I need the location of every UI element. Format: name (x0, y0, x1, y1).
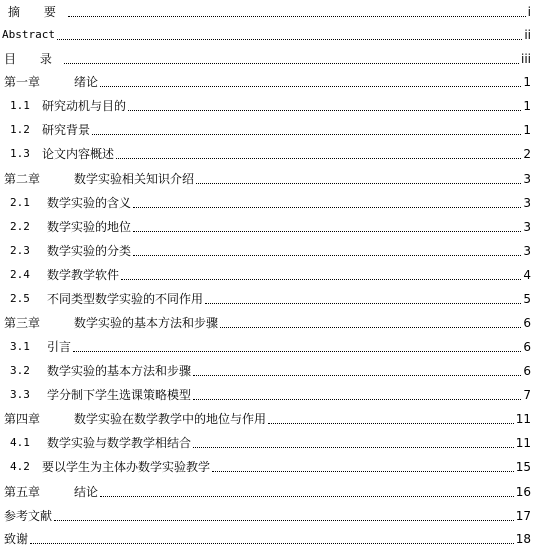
toc-section-1-3[interactable] (0, 146, 540, 162)
dot-leader (54, 520, 514, 521)
dot-leader (193, 447, 514, 448)
toc-page-number: 16 (515, 485, 531, 499)
toc-entry-title: 研究动机与目的 (42, 99, 127, 113)
dot-leader (193, 399, 521, 400)
toc-page-number: iii (520, 52, 531, 66)
toc-entry-abstract-en[interactable] (0, 27, 540, 43)
dot-leader (220, 327, 521, 328)
toc-entry-title: 摘 要 (8, 5, 66, 19)
dot-leader (64, 63, 519, 64)
toc-section-number: 1.1 (10, 99, 30, 112)
toc-entry-title: 数学实验的含义 (47, 196, 132, 210)
toc-page-number: 15 (515, 460, 531, 474)
toc-section-number: 2.2 (10, 220, 30, 233)
toc-section-3-2[interactable] (0, 363, 540, 379)
toc-chapter-number: 第三章 (4, 316, 41, 330)
toc-page-number: 6 (523, 316, 531, 330)
toc-page-number: 3 (523, 220, 531, 234)
toc-chapter-3[interactable] (0, 315, 540, 331)
toc-entry-title: 引言 (47, 340, 72, 354)
dot-leader (268, 423, 514, 424)
toc-entry-title: 数学实验与数学教学相结合 (47, 436, 192, 450)
toc-section-number: 1.2 (10, 123, 30, 136)
dot-leader (68, 16, 526, 17)
toc-entry-title: 数学实验相关知识介绍 (74, 172, 195, 186)
toc-section-3-3[interactable] (0, 387, 540, 403)
dot-leader (133, 255, 521, 256)
toc-entry-title: 数学实验的基本方法和步骤 (47, 364, 192, 378)
dot-leader (121, 279, 521, 280)
toc-section-2-1[interactable] (0, 195, 540, 211)
toc-entry-title: 数学实验的地位 (47, 220, 132, 234)
toc-page-number: i (527, 5, 531, 19)
toc-page-number: 3 (523, 196, 531, 210)
toc-page-number: ii (524, 28, 531, 42)
toc-entry-title: 数学教学软件 (47, 268, 120, 282)
toc-page-number: 6 (523, 340, 531, 354)
toc-page-number: 3 (523, 172, 531, 186)
toc-section-4-2[interactable] (0, 459, 540, 475)
toc-section-1-2[interactable] (0, 122, 540, 138)
toc-page-number: 7 (523, 388, 531, 402)
toc-entry-title: 研究背景 (42, 123, 91, 137)
toc-entry-contents[interactable] (0, 51, 540, 67)
toc-section-2-5[interactable] (0, 291, 540, 307)
dot-leader (212, 471, 514, 472)
toc-section-number: 4.2 (10, 460, 30, 473)
toc-page-number: 1 (523, 99, 531, 113)
toc-chapter-2[interactable] (0, 171, 540, 187)
toc-page-number: 2 (523, 147, 531, 161)
toc-entry-title: 目 录 (4, 52, 62, 66)
toc-entry-abstract-cn[interactable] (0, 4, 540, 20)
toc-page-number: 4 (523, 268, 531, 282)
toc-section-number: 4.1 (10, 436, 30, 449)
toc-chapter-number: 第二章 (4, 172, 41, 186)
toc-entry-title: 要以学生为主体办数学实验教学 (42, 460, 211, 474)
toc-entry-title: 数学实验在数学教学中的地位与作用 (74, 412, 267, 426)
dot-leader (205, 303, 521, 304)
dot-leader (92, 134, 521, 135)
toc-section-number: 2.1 (10, 196, 30, 209)
toc-section-2-3[interactable] (0, 243, 540, 259)
dot-leader (30, 543, 514, 544)
dot-leader (133, 231, 521, 232)
toc-page-number: 18 (515, 532, 531, 546)
toc-section-4-1[interactable] (0, 435, 540, 451)
toc-entry-title: 结论 (74, 485, 99, 499)
toc-entry-title: 不同类型数学实验的不同作用 (47, 292, 204, 306)
toc-section-2-4[interactable] (0, 267, 540, 283)
toc-entry-title: 学分制下学生选课策略模型 (47, 388, 192, 402)
dot-leader (57, 39, 522, 40)
toc-page-number: 1 (523, 123, 531, 137)
toc-section-number: 2.3 (10, 244, 30, 257)
toc-section-3-1[interactable] (0, 339, 540, 355)
toc-entry-title: 致谢 (4, 532, 29, 546)
toc-entry-title: 绪论 (74, 75, 99, 89)
dot-leader (128, 110, 521, 111)
toc-entry-title: 数学实验的分类 (47, 244, 132, 258)
toc-chapter-number: 第五章 (4, 485, 41, 499)
toc-chapter-4[interactable] (0, 411, 540, 427)
toc-page-number: 3 (523, 244, 531, 258)
toc-entry-references[interactable] (0, 508, 540, 524)
toc-page-number: 5 (523, 292, 531, 306)
dot-leader (193, 375, 521, 376)
dot-leader (100, 86, 521, 87)
toc-chapter-5[interactable] (0, 484, 540, 500)
toc-entry-title: 论文内容概述 (42, 147, 115, 161)
toc-section-1-1[interactable] (0, 98, 540, 114)
toc-entry-title: 数学实验的基本方法和步骤 (74, 316, 219, 330)
toc-page-number: 6 (523, 364, 531, 378)
toc-chapter-number: 第一章 (4, 75, 41, 89)
toc-section-number: 2.5 (10, 292, 30, 305)
dot-leader (133, 207, 521, 208)
toc-entry-title: 参考文献 (4, 509, 53, 523)
toc-entry-acknowledgements[interactable] (0, 531, 540, 547)
dot-leader (196, 183, 521, 184)
toc-page-number: 17 (515, 509, 531, 523)
dot-leader (100, 496, 514, 497)
toc-page-number: 11 (515, 412, 531, 426)
toc-section-number: 2.4 (10, 268, 30, 281)
toc-section-number: 1.3 (10, 147, 30, 160)
toc-page-number: 11 (515, 436, 531, 450)
toc-section-number: 3.2 (10, 364, 30, 377)
toc-chapter-1[interactable] (0, 74, 540, 90)
toc-section-2-2[interactable] (0, 219, 540, 235)
toc-page-number: 1 (523, 75, 531, 89)
toc-entry-title: Abstract (2, 28, 55, 41)
dot-leader (116, 158, 521, 159)
toc-section-number: 3.3 (10, 388, 30, 401)
toc-chapter-number: 第四章 (4, 412, 41, 426)
dot-leader (73, 351, 521, 352)
toc-section-number: 3.1 (10, 340, 30, 353)
